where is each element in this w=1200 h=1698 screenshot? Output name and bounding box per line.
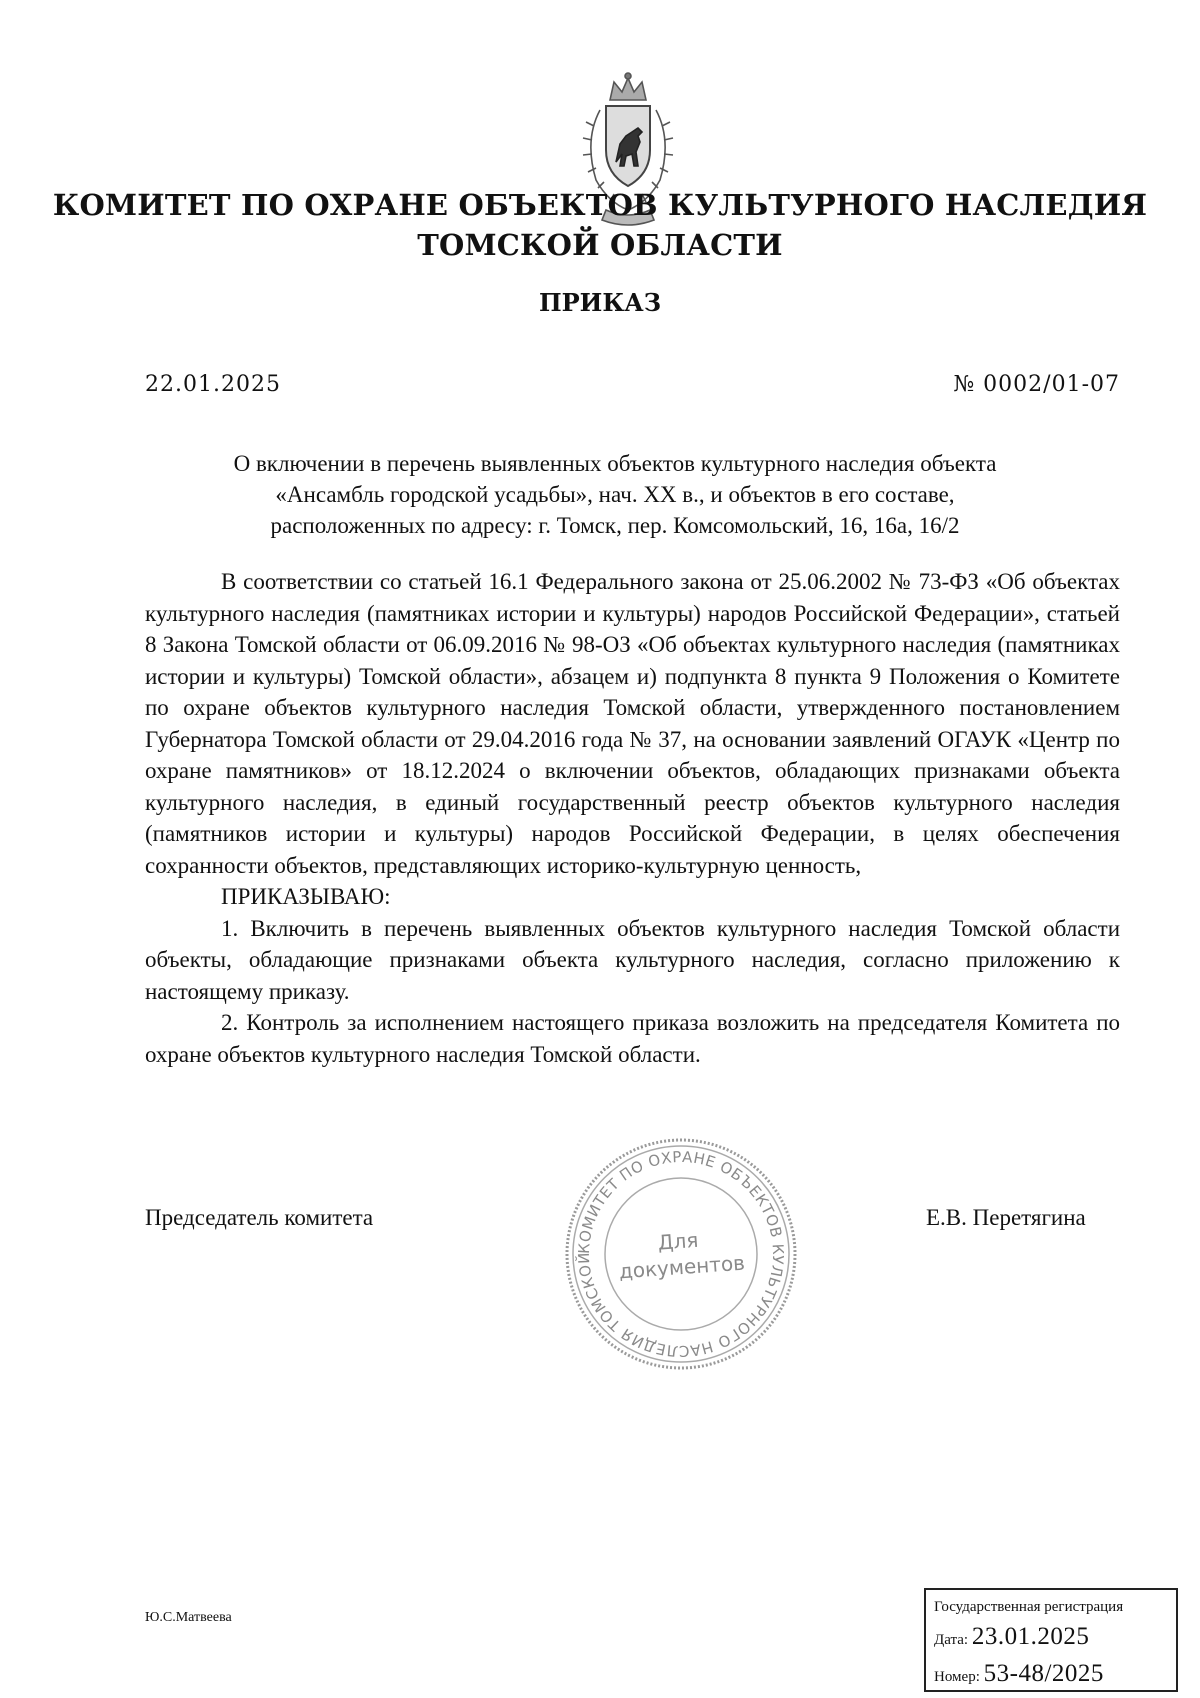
document-body [145, 566, 1120, 1070]
registration-date-row [934, 1620, 1168, 1657]
signatory-role: Председатель комитета [145, 1205, 374, 1230]
order-item-1: 1. Включить в перечень выявленных объектов культурного наследия Томской области объекты, обладающие признаками объекта культурного наследия, согласно приложению к настоящему приказу. [145, 915, 1120, 1004]
order-word: ПРИКАЗЫВАЮ: [221, 884, 391, 909]
registration-heading: Государственная регистрация [934, 1599, 1124, 1615]
registration-date-value: 23.01.2025 [971, 1623, 1090, 1650]
registration-number-row [934, 1657, 1168, 1694]
official-seal [563, 1136, 799, 1372]
registration-number-value: 53-48/2025 [983, 1660, 1104, 1687]
document-number: № 0002/01-07 [953, 372, 1120, 397]
order-item-2: 2. Контроль за исполнением настоящего приказа возложить на председателя Комитета по охране объектов культурного наследия Томской области. [145, 1010, 1120, 1067]
title-line: О включении в перечень выявленных объектов культурного наследия объекта [233, 451, 997, 476]
seal-center-line2: документов [618, 1250, 746, 1284]
organization-name-line2: ТОМСКОЙ ОБЛАСТИ [417, 228, 783, 262]
document-date: 22.01.2025 [145, 372, 281, 397]
title-line: расположенных по адресу: г. Томск, пер. Комсомольский, 16, 16а, 16/2 [270, 513, 960, 538]
registration-stamp [924, 1588, 1178, 1692]
organization-name-line1: КОМИТЕТ ПО ОХРАНЕ ОБЪЕКТОВ КУЛЬТУРНОГО НАСЛЕДИЯ [52, 188, 1148, 222]
executor-name: Ю.С.Матвеева [145, 1610, 232, 1625]
document-title [150, 448, 1080, 541]
signatory-name: Е.В. Перетягина [926, 1205, 1086, 1230]
registration-date-label: Дата: [934, 1632, 969, 1648]
preamble-paragraph: В соответствии со статьей 16.1 Федерального закона от 25.06.2002 № 73-ФЗ «Об объектах культурного наследия (памятниках истории и культуры) народов Российской Федерации», статьей 8 Закона Томской области от 06.09.2016 № 98-ОЗ «Об объектах культурного наследия (памятниках истории и культуры) Томской области», абзацем и) подпункта 8 пункта 9 Положения о Комитете по охране объектов культурного наследия Томской области, утвержденного постановлением Губернатора Томской области от 29.04.2016 года № 37, на основании заявлений ОГАУК «Центр по охране памятников» от 18.12.2024 о включении объектов, обладающих признаками объекта культурного наследия, в единый государственный реестр объектов культурного наследия (памятников истории и культуры) народов Российской Федерации, в целях обеспечения сохранности объектов, представляющих историко-культурную ценность, [145, 569, 1120, 878]
seal-ring-text: КОМИТЕТ ПО ОХРАНЕ ОБЪЕКТОВ КУЛЬТУРНОГО НАСЛЕДИЯ ТОМСКОЙ [574, 1147, 788, 1361]
seal-center-line1: Для [657, 1227, 700, 1255]
registration-number-label: Номер: [934, 1669, 980, 1685]
title-line: «Ансамбль городской усадьбы», нач. XX в., и объектов в его составе, [275, 482, 955, 507]
document-type: ПРИКАЗ [538, 288, 662, 317]
